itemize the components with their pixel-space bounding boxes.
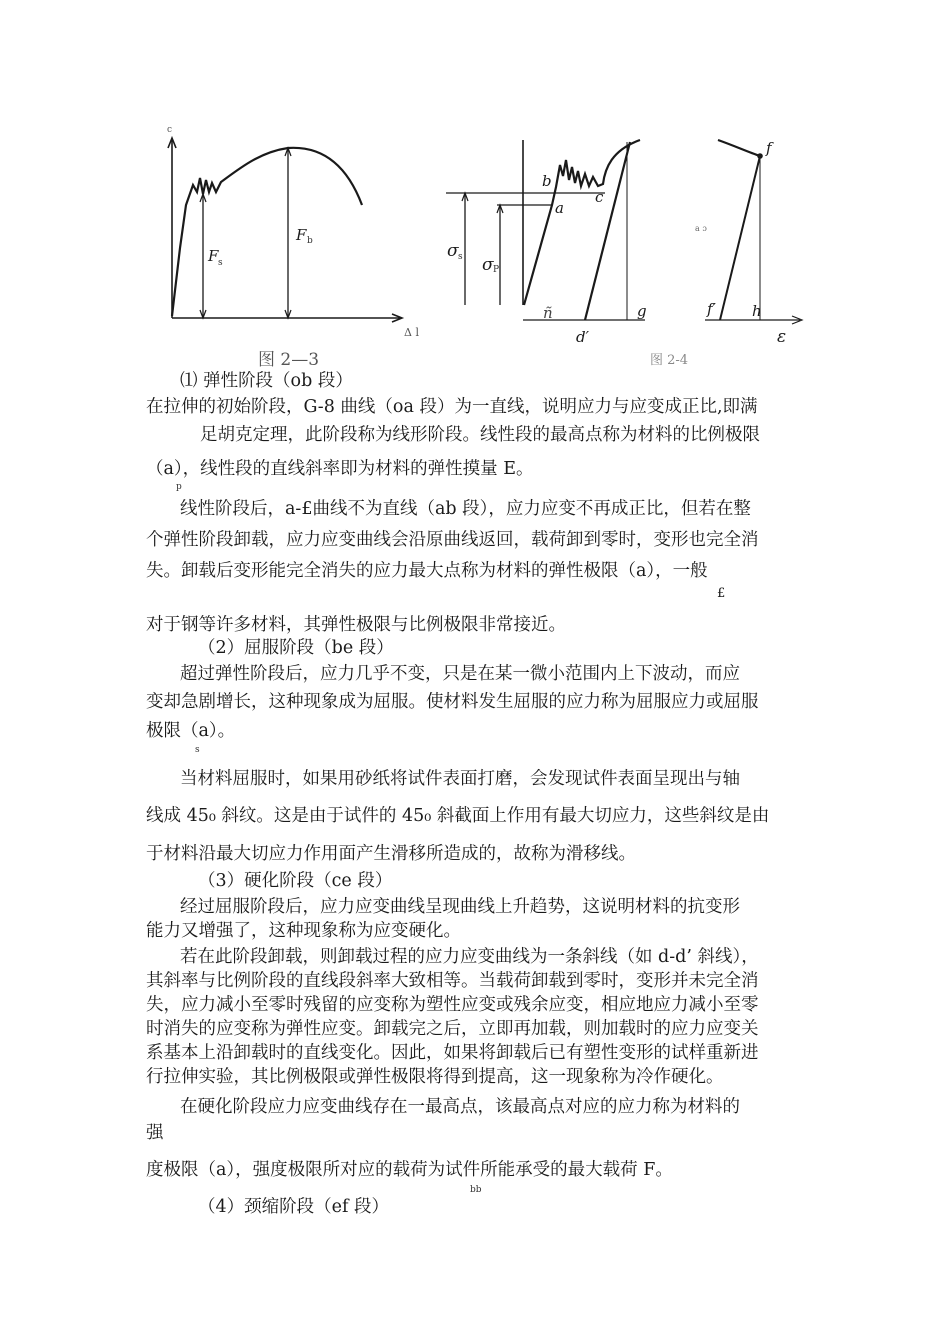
y-axis-label: c: [167, 125, 173, 135]
para-2-sub-eps: £: [717, 586, 726, 601]
para-5-line-2: 能力又增强了，这种现象称为应变硬化。: [146, 921, 461, 941]
sigma-p-label: σ: [482, 255, 494, 275]
point-a: a: [555, 199, 564, 217]
para-2-line-2: 个弹性阶段卸载，应力应变曲线会沿原曲线返回，载荷卸到零时，变形也完全消: [146, 530, 759, 550]
para-3-line-3: 极限（a）。: [146, 721, 236, 741]
point-f-prime: f′: [707, 300, 716, 318]
para-3-line-2: 变却急剧增长，这种现象成为屈服。使材料发生屈服的应力称为屈服应力或屈服: [146, 692, 759, 712]
point-f: f: [766, 139, 772, 157]
para-3-sub-s: s: [195, 745, 200, 755]
sigma-s-label: σ: [447, 241, 459, 261]
x-axis-label: Δ l: [404, 326, 419, 339]
para-6-line-2: 其斜率与比例阶段的直线段斜率大致相等。当载荷卸载到零时，变形并未完全消: [146, 971, 759, 991]
figure-2-3-caption: 图 2—3: [258, 350, 320, 370]
point-f-dot: [758, 154, 762, 158]
para-4-line-1: 当材料屈服时，如果用砂纸将试件表面打磨，会发现试件表面呈现出与轴: [180, 769, 740, 789]
para-4-line-3: 于材料沿最大切应力作用面产生滑移所造成的，故称为滑移线。: [146, 844, 636, 864]
para-3-line-1: 超过弹性阶段后，应力几乎不变，只是在某一微小范围内上下波动，而应: [180, 664, 740, 684]
noise-text: a ɔ: [695, 224, 707, 233]
fs-label: F: [208, 247, 219, 265]
para-1-line-1: 在拉伸的初始阶段，G-8 曲线（oa 段）为一直线，说明应力与应变成正比,即满: [146, 397, 758, 417]
point-d-prime: d′: [576, 328, 590, 346]
fs-label-sub: s: [218, 258, 223, 268]
point-c: c: [595, 188, 604, 206]
figure-2-4-caption: 图 2-4: [650, 353, 689, 368]
para-1-sub-p: p: [176, 482, 182, 492]
para-1-line-3: （a），线性段的直线斜率即为材料的弹性摸量 E。: [146, 459, 534, 479]
fb-label-sub: b: [307, 236, 313, 246]
point-o: ñ: [543, 304, 553, 322]
section-1-heading: ⑴ 弹性阶段（ob 段）: [180, 371, 353, 391]
para-1-line-2: 足胡克定理，此阶段称为线形阶段。线性段的最高点称为材料的比例极限: [200, 425, 760, 445]
sigma-s-sub: s: [458, 252, 463, 262]
para-6-line-4: 时消失的应变称为弹性应变。卸载完之后，立即再加载，则加载时的应力应变关: [146, 1019, 759, 1039]
para-5-line-1: 经过屈服阶段后，应力应变曲线呈现曲线上升趋势，这说明材料的抗变形: [180, 897, 740, 917]
section-3-heading: （3）硬化阶段（ce 段）: [198, 871, 393, 891]
point-b: b: [542, 172, 552, 190]
para-2-line-4: 对于钢等许多材料，其弹性极限与比例极限非常接近。: [146, 615, 566, 635]
para-4-line-2: 线成 45₀ 斜纹。这是由于试件的 45₀ 斜截面上作用有最大切应力，这些斜纹是由: [146, 806, 770, 826]
para-6-line-6: 行拉伸实验，其比例极限或弹性极限将得到提高，这一现象称为冷作硬化。: [146, 1067, 724, 1087]
point-h: h: [752, 302, 762, 320]
para-6-line-1: 若在此阶段卸载，则卸载过程的应力应变曲线为一条斜线（如 d-d’ 斜线），: [180, 947, 759, 967]
point-g: g: [637, 302, 647, 320]
sigma-p-sub: P: [493, 265, 500, 275]
section-2-heading: （2）屈服阶段（be 段）: [198, 638, 394, 658]
para-7-line-1: 在硬化阶段应力应变曲线存在一最高点，该最高点对应的应力称为材料的: [180, 1097, 740, 1117]
epsilon-label: ε: [777, 327, 787, 347]
para-2-line-1: 线性阶段后，a-£曲线不为直线（ab 段），应力应变不再成正比，但若在整: [180, 499, 751, 519]
section-4-heading: （4）颈缩阶段（ef 段）: [198, 1197, 390, 1217]
unload-line-ff: [720, 156, 760, 320]
para-6-line-3: 失，应力减小至零时残留的应变称为塑性应变或残余应变，相应地应力减小至零: [146, 995, 759, 1015]
para-7-sub-bb: bb: [470, 1185, 482, 1195]
para-2-line-3: 失。卸载后变形能完全消失的应力最大点称为材料的弹性极限（a），一般: [146, 561, 708, 581]
para-7-line-3: 度极限（a），强度极限所对应的载荷为试件所能承受的最大载荷 F。: [146, 1160, 673, 1180]
fb-label: F: [296, 226, 307, 244]
para-7-line-2: 强: [146, 1123, 164, 1143]
top-curve: [718, 140, 760, 156]
para-6-line-5: 系基本上沿卸载时的直线变化。因此，如果将卸载后已有塑性变形的试样重新进: [146, 1043, 759, 1063]
